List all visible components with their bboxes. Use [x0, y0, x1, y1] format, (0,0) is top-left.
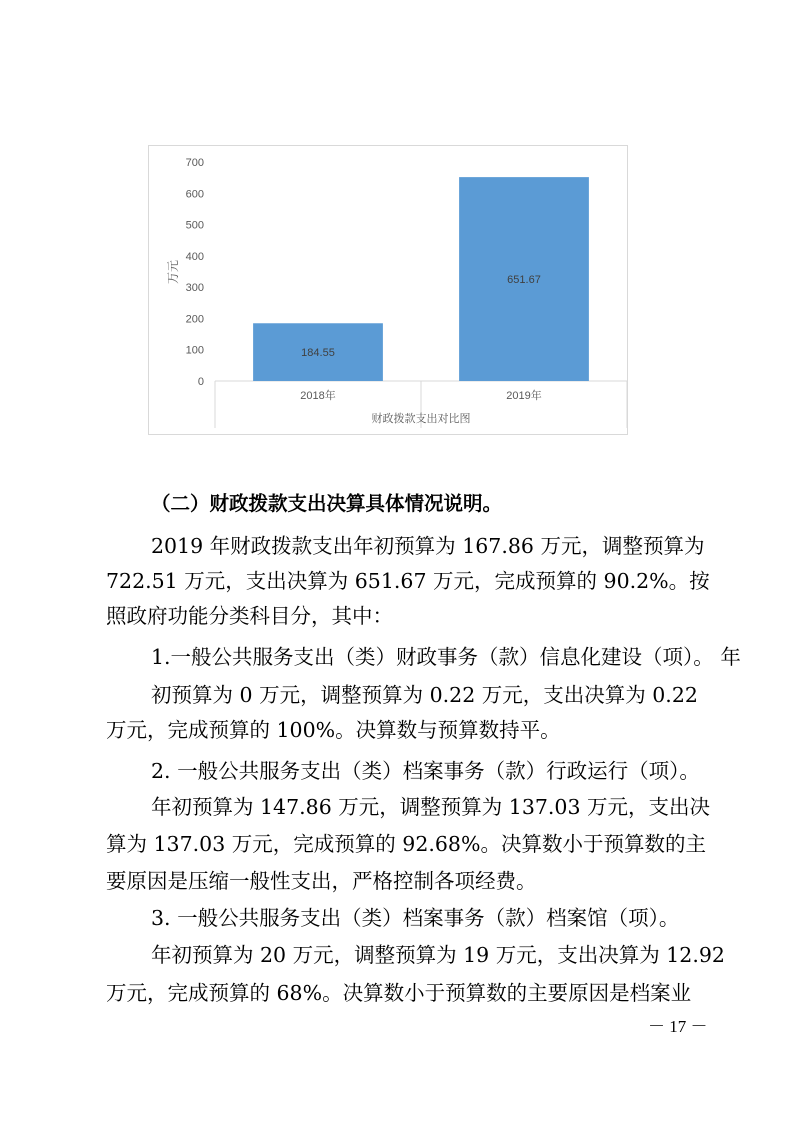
y-tick-label: 500 [185, 219, 204, 232]
body-line: 722.51 万元，支出决算为 651.67 万元，完成预算的 90.2%。按 [106, 569, 710, 593]
y-tick-label: 700 [185, 157, 204, 169]
body-line: 2019 年财政拨款支出年初预算为 167.86 万元，调整预算为 [151, 534, 705, 558]
x-category-label: 2018年 [300, 390, 336, 402]
bar-data-label: 651.67 [507, 274, 541, 287]
body-line: 1.一般公共服务支出（类）财政事务（款）信息化建设（项）。 年 [151, 645, 741, 669]
section-heading: （二）财政拨款支出决算具体情况说明。 [151, 492, 503, 515]
chart-canvas [149, 146, 629, 436]
body-line: 万元，完成预算的 100%。决算数与预算数持平。 [106, 718, 561, 742]
body-line: 2. 一般公共服务支出（类）档案事务（款）行政运行（项）。 [151, 759, 700, 783]
y-tick-label: 400 [185, 250, 204, 263]
y-tick-label: 300 [185, 282, 204, 295]
page-number: － 17 － [648, 1017, 708, 1036]
y-tick-label: 0 [197, 376, 204, 388]
body-line: 照政府功能分类科目分，其中： [106, 604, 393, 628]
x-category-label: 2019年 [506, 390, 542, 402]
body-line: 要原因是压缩一般性支出，严格控制各项经费。 [106, 869, 537, 893]
bar-data-label: 184.55 [301, 347, 335, 360]
y-tick-label: 600 [185, 188, 204, 201]
expenditure-comparison-chart [148, 145, 628, 435]
y-tick-label: 100 [185, 344, 204, 357]
y-tick-label: 200 [185, 313, 204, 326]
body-line: 初预算为 0 万元，调整预算为 0.22 万元，支出决算为 0.22 [151, 683, 698, 707]
body-line: 年初预算为 147.86 万元，调整预算为 137.03 万元，支出决 [151, 795, 711, 819]
x-axis-title: 财政拨款支出对比图 [371, 413, 471, 425]
y-axis-title: 万元 [166, 259, 180, 285]
body-line: 年初预算为 20 万元，调整预算为 19 万元，支出决算为 12.92 [151, 943, 725, 967]
body-line: 3. 一般公共服务支出（类）档案事务（款）档案馆（项）。 [151, 906, 680, 930]
body-line: 万元，完成预算的 68%。决算数小于预算数的主要原因是档案业 [106, 981, 692, 1005]
body-line: 算为 137.03 万元，完成预算的 92.68%。决算数小于预算数的主 [106, 832, 706, 856]
